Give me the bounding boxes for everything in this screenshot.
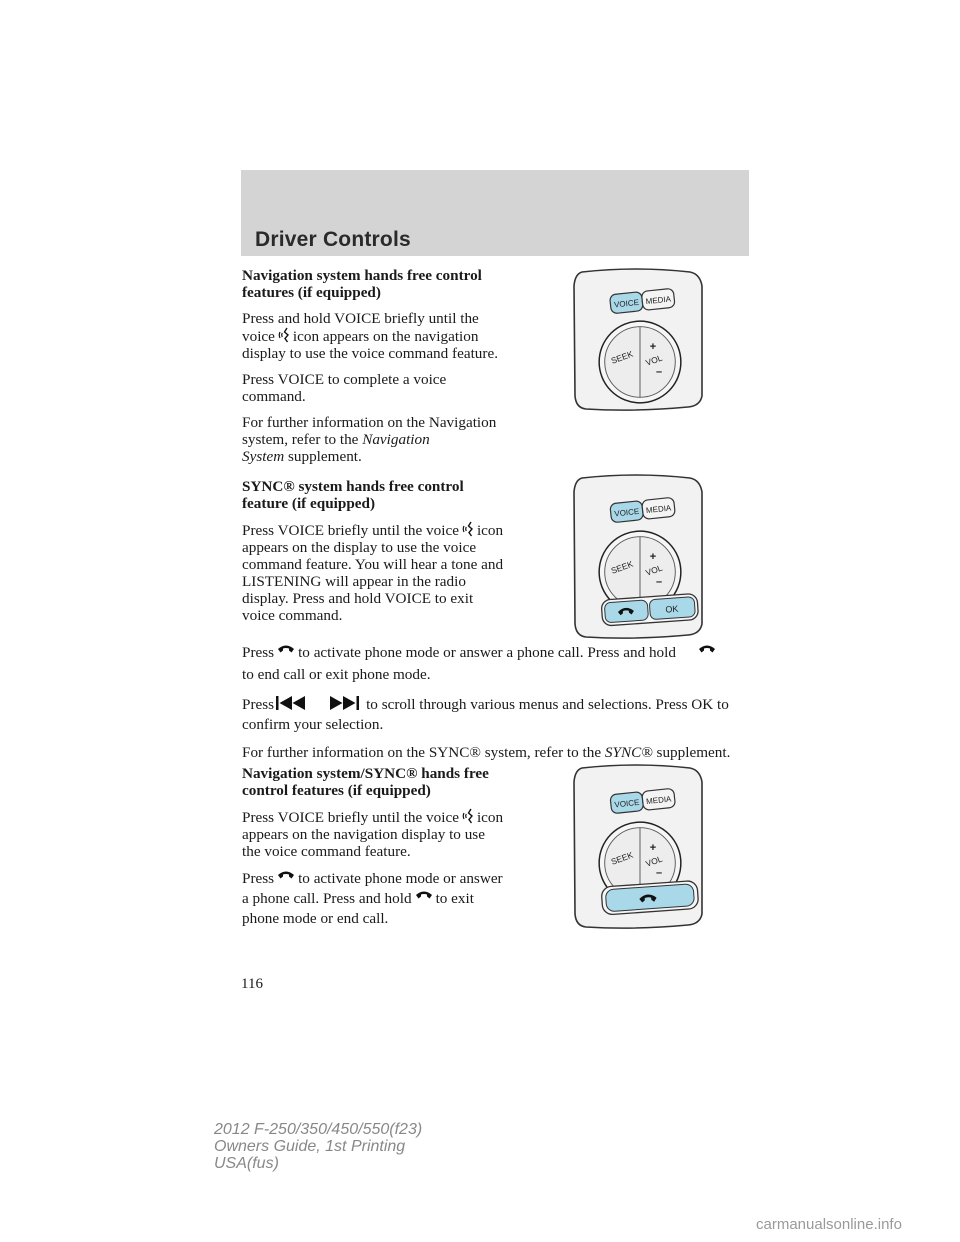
header-band: [241, 170, 749, 256]
seek-label: SEEK: [609, 849, 635, 867]
paragraph: Press to activate phone mode or answer a phone call. Press and hold to exit phone mode or end call.: [242, 870, 503, 927]
footer-line: USA(fus): [214, 1155, 279, 1172]
seek-label: SEEK: [609, 348, 635, 366]
voice-button-label: VOICE: [613, 297, 640, 310]
voice-icon: [278, 327, 292, 343]
media-button-label: MEDIA: [645, 503, 672, 516]
steering-wheel-controls-panel-3: [568, 764, 718, 932]
vol-label: VOL: [644, 352, 664, 368]
footer: [214, 1121, 422, 1172]
vol-label: VOL: [644, 853, 664, 869]
voice-button-label: VOICE: [614, 797, 640, 810]
paragraph: Press to scroll through various menus and selections. Press OK to confirm your selection.: [242, 696, 729, 733]
minus-label: –: [655, 576, 663, 588]
voice-icon: [462, 808, 476, 824]
paragraph: For further information on the Navigation system, refer to the Navigation System supplement.: [242, 414, 497, 465]
footer-line: Owners Guide, 1st Printing: [214, 1138, 406, 1155]
paragraph: Press VOICE briefly until the voice icon appears on the display to use the voice command feature. You will hear a tone and LISTENING will appear in the radio display. Press and hold VOICE to exit voice command.: [242, 522, 504, 624]
seek-label: SEEK: [609, 558, 635, 576]
paragraph: Press and hold VOICE briefly until the voice icon appears on the navigation display to use the voice command feature.: [242, 310, 498, 362]
footer-line: 2012 F-250/350/450/550(f23): [214, 1121, 423, 1138]
watermark: carmanualsonline.info: [756, 1216, 902, 1233]
media-button-label: MEDIA: [645, 294, 672, 307]
voice-button-label: VOICE: [613, 506, 640, 519]
plus-label: +: [649, 551, 657, 563]
page-title: Driver Controls: [255, 228, 411, 251]
seek-previous-next-icon: [276, 695, 360, 711]
page-number: 116: [241, 976, 263, 992]
vol-label: VOL: [644, 562, 664, 578]
paragraph: Press VOICE briefly until the voice icon appears on the navigation display to use the voice command feature.: [242, 809, 504, 860]
media-button-label: MEDIA: [645, 794, 672, 807]
voice-icon: [462, 521, 476, 537]
paragraph: For further information on the SYNC® system, refer to the SYNC® supplement.: [242, 744, 731, 761]
plus-label: +: [649, 341, 657, 353]
paragraph: Press VOICE to complete a voice command.: [242, 371, 447, 405]
section-sync-continued: [242, 642, 747, 770]
phone-icon: [415, 889, 433, 901]
phone-icon: [698, 643, 716, 655]
phone-icon: [277, 643, 295, 655]
plus-label: +: [649, 842, 657, 854]
section-heading: SYNC® system hands free control feature (if equipped): [242, 478, 464, 512]
section-navigation-hands-free: [242, 267, 504, 474]
minus-label: –: [655, 366, 663, 378]
paragraph: Press to activate phone mode or answer a phone call. Press and holdto end call or exit phone mode.: [242, 642, 747, 686]
section-sync-hands-free: [242, 478, 504, 633]
phone-icon: [277, 869, 295, 881]
steering-wheel-controls-panel-1: [568, 268, 718, 416]
section-heading: Navigation system hands free control features (if equipped): [242, 267, 482, 301]
steering-wheel-controls-panel-2: [568, 474, 718, 642]
ok-button-label: OK: [665, 603, 679, 615]
section-navigation-sync-hands-free: [242, 765, 504, 938]
minus-label: –: [655, 867, 663, 879]
section-heading: Navigation system/SYNC® hands free control features (if equipped): [242, 765, 489, 799]
